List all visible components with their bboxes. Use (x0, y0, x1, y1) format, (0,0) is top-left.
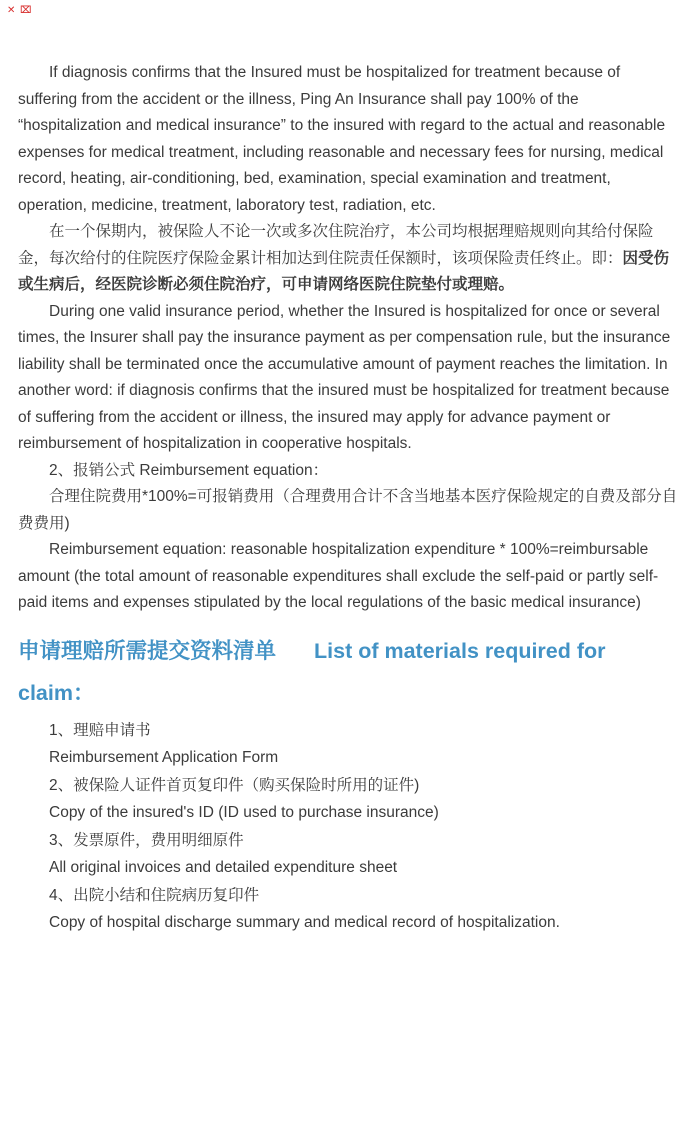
broken-image-icon: ✕ ⌧ (7, 5, 33, 16)
paragraph-equation-title: 2、报销公式 Reimbursement equation： (49, 461, 329, 479)
list-item: Reimbursement Application Form (49, 749, 279, 766)
paragraph-equation-en: Reimbursement equation: reasonable hospitalization expenditure * 100%=reimbursable amount (the total amount of reasonable expenditures shall exclude the self-paid or partly self-paid items and expenses stipulated by the local regulations of the basic medical insurance) (18, 541, 659, 611)
section-heading-en: List of materials required for claim： (18, 638, 606, 705)
list-item: Copy of the insured's ID (ID used to purchase insurance) (49, 804, 439, 821)
paragraph-insurance-period-en: During one valid insurance period, whether the Insured is hospitalized for once or several times, the Insurer shall pay the insurance payment as per compensation rule, but the insurance liability shall be terminated once the accumulative amount of payment reaches the limitation. In another word: if diagnosis confirms that the insured must be hospitalized for treatment because of suffering from the accident or illness, the insured may apply for advance payment or reimbursement of hospitalization in cooperative hospitals. (18, 302, 671, 452)
paragraph-hospitalization-payment-en: If diagnosis confirms that the Insured must be hospitalized for treatment because of suffering from the accident or the illness, Ping An Insurance shall pay 100% of the “hospitalization and medical insurance” to the insured with regard to the actual and reasonable expenses for medical treatment, including reasonable and necessary fees for nursing, medical record, heating, air-conditioning, bed, examination, special examination and treatment, operation, medicine, treatment, laboratory test, radiation, etc. (18, 64, 666, 214)
list-item: 2、被保险人证件首页复印件（购买保险时所用的证件) (49, 776, 420, 794)
section-heading-claim-materials (18, 630, 683, 714)
list-item: 1、理赔申请书 (49, 721, 151, 739)
list-item: 4、出院小结和住院病历复印件 (49, 886, 260, 904)
paragraph-insurance-period-zh (18, 219, 683, 299)
section-heading-zh: 申请理赔所需提交资料清单 (18, 638, 277, 663)
list-item: 3、发票原件，费用明细原件 (49, 831, 244, 849)
claim-materials-list (18, 717, 683, 937)
list-item: Copy of hospital discharge summary and medical record of hospitalization. (49, 914, 560, 931)
paragraph-insurance-period-zh-bold: 因受伤或生病后，经医院诊断必须住院治疗，可申请网络医院住院垫付或理赔。 (18, 249, 670, 293)
paragraph-equation-zh: 合理住院费用*100%=可报销费用（合理费用合计不含当地基本医疗保险规定的自费及部分自费费用) (18, 488, 678, 532)
paragraph-insurance-period-zh-normal: 在一个保期内，被保险人不论一次或多次住院治疗，本公司均根据理赔规则向其给付保险金，每次给付的住院医疗保险金累计相加达到住院责任保额时，该项保险责任终止。即： (18, 223, 654, 267)
list-item: All original invoices and detailed expenditure sheet (49, 859, 398, 876)
